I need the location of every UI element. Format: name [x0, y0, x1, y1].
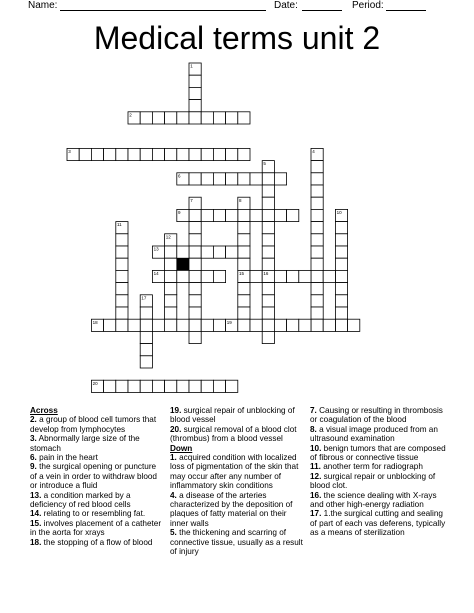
grid-cell[interactable]: [274, 319, 286, 331]
grid-cell[interactable]: [262, 331, 274, 343]
grid-cell[interactable]: [165, 283, 177, 295]
down-heading: Down: [170, 443, 193, 453]
grid-cell[interactable]: [189, 75, 201, 87]
grid-cell[interactable]: [299, 319, 311, 331]
grid-number: 20: [92, 380, 98, 386]
grid-cell[interactable]: [189, 222, 201, 234]
grid-number: 6: [178, 173, 181, 179]
grid-cell[interactable]: [213, 148, 225, 160]
clue-number: 7.: [310, 406, 317, 415]
clue-number: 15.: [30, 518, 42, 528]
clue-text: Abnormally large size of the stomach: [30, 434, 140, 453]
grid-cell[interactable]: [116, 258, 128, 270]
grid-number: 2: [129, 112, 132, 118]
grid-cell[interactable]: [152, 380, 164, 392]
grid-cell[interactable]: [311, 283, 323, 295]
grid-cell[interactable]: [165, 148, 177, 160]
clue-text: a visual image produced from an ultrasound examination: [310, 424, 438, 444]
clue-text: pain in the heart: [39, 453, 98, 463]
grid-cell[interactable]: [189, 319, 201, 331]
grid-cell[interactable]: [274, 270, 286, 282]
grid-cell[interactable]: [189, 258, 201, 270]
grid-cell[interactable]: [201, 319, 213, 331]
clue-text: another term for radiograph: [323, 462, 423, 472]
clue-text: acquired condition with localized loss of pigmentation of the skin that may occur after any number of inflammatory skin conditions: [170, 453, 299, 491]
grid-cell[interactable]: [238, 246, 250, 258]
grid-cell[interactable]: [262, 234, 274, 246]
grid-cell[interactable]: [311, 295, 323, 307]
down-clue: [310, 509, 448, 537]
across-clue: [30, 462, 164, 490]
black-square: [177, 258, 189, 270]
grid-cell[interactable]: [238, 295, 250, 307]
clue-text: a group of blood cell tumors that develop from lymphocytes: [30, 415, 157, 434]
grid-cell[interactable]: [91, 148, 103, 160]
grid-cell[interactable]: [213, 270, 225, 282]
period-label: Period:: [352, 0, 384, 11]
clue-number: 1.: [170, 453, 177, 463]
grid-cell[interactable]: [201, 173, 213, 185]
grid-cell[interactable]: [274, 173, 286, 185]
grid-cell[interactable]: [262, 319, 274, 331]
grid-cell[interactable]: [201, 270, 213, 282]
clue-number: 3.: [30, 434, 37, 444]
grid-cell[interactable]: [213, 112, 225, 124]
grid-cell[interactable]: [226, 246, 238, 258]
clues-column-3: [310, 406, 448, 538]
grid-number: 1: [190, 63, 193, 69]
grid-cell[interactable]: [140, 356, 152, 368]
grid-cell[interactable]: [189, 100, 201, 112]
clue-text: Causing or resulting in thrombosis or coagulation of the blood: [310, 406, 443, 425]
clue-number: 5.: [170, 528, 177, 538]
across-clue: [30, 453, 164, 462]
grid-cell[interactable]: [177, 246, 189, 258]
name-label: Name:: [28, 0, 58, 11]
clue-number: 4.: [170, 490, 177, 500]
clue-number: 13.: [30, 490, 42, 500]
down-clue: [310, 425, 448, 444]
grid-number: 9: [178, 210, 181, 215]
grid-cell[interactable]: [140, 344, 152, 356]
grid-cell[interactable]: [201, 148, 213, 160]
grid-cell[interactable]: [201, 209, 213, 221]
grid-cell[interactable]: [250, 209, 262, 221]
grid-cell[interactable]: [262, 209, 274, 221]
grid-cell[interactable]: [189, 148, 201, 160]
across-clue: [30, 509, 164, 518]
grid-cell[interactable]: [189, 307, 201, 319]
clue-number: 16.: [310, 490, 322, 500]
grid-cell[interactable]: [177, 270, 189, 282]
down-clue: [310, 444, 448, 463]
grid-cell[interactable]: [238, 222, 250, 234]
grid-cell[interactable]: [262, 222, 274, 234]
grid-cell[interactable]: [262, 173, 274, 185]
grid-cell[interactable]: [226, 209, 238, 221]
grid-cell[interactable]: [165, 319, 177, 331]
grid-cell[interactable]: [226, 380, 238, 392]
grid-cell[interactable]: [335, 258, 347, 270]
clue-number: 9.: [30, 462, 37, 472]
across-clue: [170, 425, 304, 444]
grid-cell[interactable]: [262, 246, 274, 258]
grid-cell[interactable]: [311, 258, 323, 270]
grid-number: 19: [226, 319, 232, 325]
down-clue: [310, 472, 448, 491]
clue-number: 20.: [170, 424, 182, 434]
grid-cell[interactable]: [323, 270, 335, 282]
grid-cell[interactable]: [128, 380, 140, 392]
grid-cell[interactable]: [177, 319, 189, 331]
grid-cell[interactable]: [311, 234, 323, 246]
grid-cell[interactable]: [165, 246, 177, 258]
down-clue: [170, 528, 304, 556]
grid-cell[interactable]: [79, 148, 91, 160]
across-clue: [30, 519, 164, 538]
down-clue: [310, 462, 448, 471]
grid-cell[interactable]: [189, 173, 201, 185]
across-clue: [30, 491, 164, 510]
grid-cell[interactable]: [189, 283, 201, 295]
clue-number: 8.: [310, 424, 317, 434]
clue-number: 6.: [30, 453, 37, 463]
clue-text: relating to or resembling fat.: [43, 509, 146, 519]
grid-cell[interactable]: [287, 209, 299, 221]
grid-cell[interactable]: [213, 246, 225, 258]
grid-cell[interactable]: [335, 319, 347, 331]
grid-number: 10: [336, 210, 342, 215]
grid-cell[interactable]: [335, 295, 347, 307]
across-clue: [30, 538, 164, 547]
clue-text: the surgical opening or puncture of a vein in order to withdraw blood or introduce a fluid: [30, 462, 157, 491]
grid-cell[interactable]: [274, 209, 286, 221]
grid-cell[interactable]: [238, 209, 250, 221]
clue-text: involves placement of a catheter in the aorta for xrays: [30, 518, 162, 538]
clue-number: 2.: [30, 415, 37, 425]
grid-cell[interactable]: [116, 234, 128, 246]
grid-cell[interactable]: [335, 270, 347, 282]
grid-cell[interactable]: [311, 319, 323, 331]
grid-cell[interactable]: [177, 380, 189, 392]
grid-cell[interactable]: [226, 148, 238, 160]
grid-cell[interactable]: [165, 258, 177, 270]
grid-cell[interactable]: [152, 148, 164, 160]
clue-text: the thickening and scarring of connective tissue, usually as a result of injury: [170, 528, 303, 557]
grid-cell[interactable]: [262, 185, 274, 197]
grid-cell[interactable]: [238, 234, 250, 246]
grid-cell[interactable]: [311, 161, 323, 173]
grid-cell[interactable]: [165, 270, 177, 282]
grid-cell[interactable]: [311, 222, 323, 234]
grid-cell[interactable]: [152, 112, 164, 124]
clue-text: the stopping of a flow of blood: [43, 537, 153, 547]
grid-cell[interactable]: [189, 87, 201, 99]
down-clue: [170, 453, 304, 491]
grid-cell[interactable]: [238, 283, 250, 295]
grid-cell[interactable]: [116, 295, 128, 307]
grid-number: 15: [239, 271, 245, 276]
grid-cell[interactable]: [128, 148, 140, 160]
grid-cell[interactable]: [189, 270, 201, 282]
grid-cell[interactable]: [140, 148, 152, 160]
clue-number: 12.: [310, 471, 322, 481]
grid-cell[interactable]: [165, 112, 177, 124]
grid-cell[interactable]: [177, 112, 189, 124]
grid-number: 12: [165, 234, 171, 240]
grid-cell[interactable]: [104, 319, 116, 331]
down-clue: [310, 406, 448, 425]
across-clue: [170, 406, 304, 425]
grid-number: 5: [263, 161, 266, 167]
grid-cell[interactable]: [238, 112, 250, 124]
clues-column-1: [30, 406, 164, 547]
grid-cell[interactable]: [226, 173, 238, 185]
grid-cell[interactable]: [311, 209, 323, 221]
clue-text: 1.the surgical cutting and sealing of part of each vas deferens, typically as a means of sterilization: [310, 509, 446, 538]
grid-cell[interactable]: [189, 234, 201, 246]
grid-number: 13: [153, 246, 159, 252]
clue-number: 10.: [310, 443, 322, 453]
grid-cell[interactable]: [189, 112, 201, 124]
grid-cell[interactable]: [213, 380, 225, 392]
grid-number: 17: [141, 295, 147, 301]
grid-cell[interactable]: [104, 380, 116, 392]
clue-number: 19.: [170, 406, 182, 415]
grid-cell[interactable]: [311, 185, 323, 197]
grid-cell[interactable]: [348, 319, 360, 331]
grid-cell[interactable]: [189, 380, 201, 392]
grid-cell[interactable]: [311, 173, 323, 185]
clue-text: the science dealing with X-rays and other high-energy radiation: [310, 490, 437, 510]
grid-number: 18: [92, 319, 98, 325]
grid-cell[interactable]: [262, 283, 274, 295]
grid-cell[interactable]: [177, 148, 189, 160]
grid-cell[interactable]: [250, 270, 262, 282]
grid-cell[interactable]: [335, 246, 347, 258]
clue-text: surgical repair or unblocking of blood clot.: [310, 471, 436, 491]
page-title: Medical terms unit 2: [93, 20, 381, 56]
grid-cell[interactable]: [311, 197, 323, 209]
grid-cell[interactable]: [189, 209, 201, 221]
grid-number: 3: [68, 149, 71, 154]
clues-column-2: [170, 406, 304, 557]
grid-cell[interactable]: [201, 112, 213, 124]
grid-number: 11: [117, 222, 122, 228]
grid-cell[interactable]: [335, 283, 347, 295]
grid-cell[interactable]: [335, 307, 347, 319]
grid-cell[interactable]: [213, 209, 225, 221]
across-clue: [30, 415, 164, 434]
clue-number: 14.: [30, 509, 42, 519]
grid-cell[interactable]: [201, 380, 213, 392]
grid-cell[interactable]: [262, 197, 274, 209]
grid-cell[interactable]: [250, 319, 262, 331]
grid-cell[interactable]: [165, 307, 177, 319]
grid-cell[interactable]: [238, 307, 250, 319]
grid-cell[interactable]: [116, 148, 128, 160]
clue-text: benign tumors that are composed of fibrous or connective tissue: [310, 443, 446, 463]
grid-cell[interactable]: [287, 319, 299, 331]
grid-cell[interactable]: [128, 319, 140, 331]
grid-number: 14: [153, 271, 159, 276]
grid-cell[interactable]: [165, 380, 177, 392]
grid-cell[interactable]: [165, 295, 177, 307]
clue-number: 17.: [310, 509, 322, 519]
grid-cell[interactable]: [140, 307, 152, 319]
grid-number: 4: [312, 149, 315, 154]
down-clue: [170, 491, 304, 529]
grid-cell[interactable]: [238, 148, 250, 160]
grid-cell[interactable]: [238, 258, 250, 270]
grid-cell[interactable]: [262, 295, 274, 307]
grid-cell[interactable]: [116, 380, 128, 392]
date-label: Date:: [274, 0, 298, 11]
grid-cell[interactable]: [262, 258, 274, 270]
grid-cell[interactable]: [189, 246, 201, 258]
grid-cell[interactable]: [189, 331, 201, 343]
grid-cell[interactable]: [287, 270, 299, 282]
grid-cell[interactable]: [116, 319, 128, 331]
grid-cell[interactable]: [140, 112, 152, 124]
grid-cell[interactable]: [152, 319, 164, 331]
grid-cell[interactable]: [335, 222, 347, 234]
grid-cell[interactable]: [323, 319, 335, 331]
grid-cell[interactable]: [311, 307, 323, 319]
grid-cell[interactable]: [189, 295, 201, 307]
across-clue: [30, 434, 164, 453]
grid-cell[interactable]: [335, 234, 347, 246]
across-heading: Across: [30, 406, 58, 415]
grid-cell[interactable]: [213, 173, 225, 185]
grid-cell[interactable]: [116, 270, 128, 282]
grid-cell[interactable]: [262, 307, 274, 319]
grid-cell[interactable]: [238, 173, 250, 185]
grid-number: 8: [239, 197, 242, 203]
grid-number: 16: [263, 271, 269, 276]
grid-cell[interactable]: [226, 112, 238, 124]
grid-cell[interactable]: [311, 270, 323, 282]
grid-cell[interactable]: [116, 246, 128, 258]
grid-cell[interactable]: [201, 246, 213, 258]
grid-cell[interactable]: [104, 148, 116, 160]
down-clue: [310, 491, 448, 510]
grid-cell[interactable]: [311, 246, 323, 258]
grid-number: 7: [190, 197, 193, 203]
clue-text: a disease of the arteries characterized by the deposition of plaques of fatty material on their inner walls: [170, 490, 293, 528]
clue-text: surgical removal of a blood clot (thrombus) from a blood vessel: [170, 424, 297, 444]
grid-cell[interactable]: [116, 283, 128, 295]
grid-cell[interactable]: [140, 331, 152, 343]
grid-cell[interactable]: [250, 173, 262, 185]
grid-cell[interactable]: [299, 270, 311, 282]
clue-number: 11.: [310, 462, 321, 472]
clue-text: surgical repair of unblocking of blood vessel: [170, 406, 295, 425]
clue-text: a condition marked by a deficiency of red blood cells: [30, 490, 131, 510]
grid-cell[interactable]: [140, 319, 152, 331]
clue-number: 18.: [30, 537, 42, 547]
grid-cell[interactable]: [116, 307, 128, 319]
grid-cell[interactable]: [140, 380, 152, 392]
grid-cell[interactable]: [238, 319, 250, 331]
grid-cell[interactable]: [213, 319, 225, 331]
